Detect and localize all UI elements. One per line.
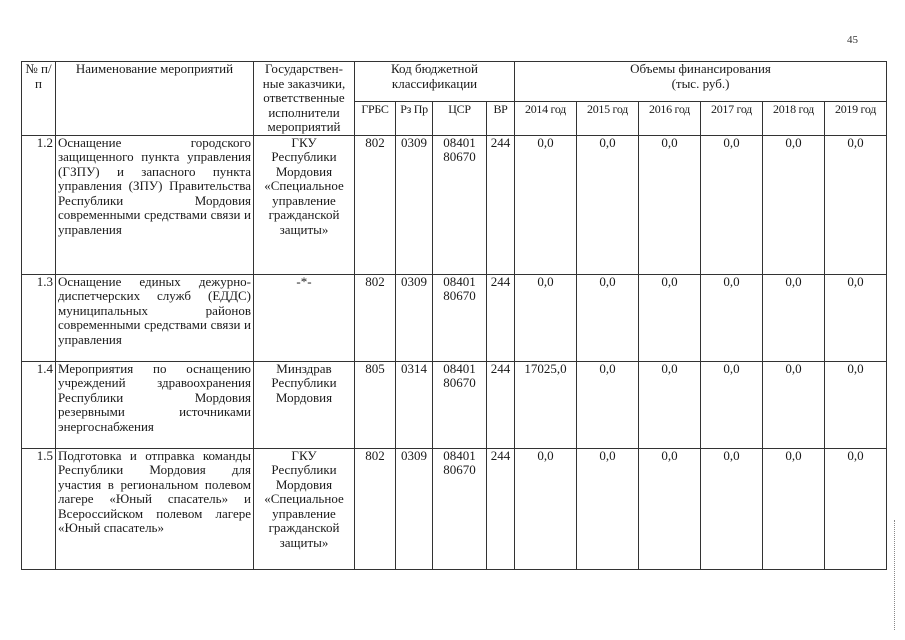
row-executor: -*-	[254, 274, 355, 361]
row-value-2015: 0,0	[577, 448, 639, 569]
header-year-2014: 2014 год	[515, 101, 577, 135]
header-year-2016: 2016 год	[639, 101, 701, 135]
row-value-2016: 0,0	[639, 448, 701, 569]
table-row	[22, 274, 887, 361]
table-row	[22, 361, 887, 448]
row-grbs: 802	[355, 135, 396, 274]
row-value-2014: 0,0	[515, 135, 577, 274]
row-vr: 244	[487, 135, 515, 274]
row-vr: 244	[487, 361, 515, 448]
row-grbs: 805	[355, 361, 396, 448]
row-value-2018: 0,0	[763, 135, 825, 274]
row-executor: Минздрав Республики Мордовия	[254, 361, 355, 448]
row-value-2016: 0,0	[639, 135, 701, 274]
header-year-2019: 2019 год	[825, 101, 887, 135]
row-value-2016: 0,0	[639, 361, 701, 448]
row-vr: 244	[487, 448, 515, 569]
header-year-2017: 2017 год	[701, 101, 763, 135]
row-executor: ГКУ Республики Мордовия «Специальное управление гражданской защиты»	[254, 135, 355, 274]
row-num: 1.2	[22, 135, 56, 274]
row-name: Оснащение городского защищенного пункта управления (ГЗПУ) и запасного пункта управления (ЗПУ) Правительства Республики Мордовия современными средствами связи и управления	[56, 135, 254, 274]
header-vr: ВР	[487, 101, 515, 135]
row-value-2019: 0,0	[825, 361, 887, 448]
row-value-2019: 0,0	[825, 135, 887, 274]
header-grbs: ГРБС	[355, 101, 396, 135]
row-grbs: 802	[355, 448, 396, 569]
row-value-2018: 0,0	[763, 448, 825, 569]
header-code-group: Код бюджетной классификации	[355, 62, 515, 102]
scan-edge-marks	[894, 520, 901, 630]
row-csr: 08401 80670	[433, 274, 487, 361]
row-vr: 244	[487, 274, 515, 361]
header-csr: ЦСР	[433, 101, 487, 135]
row-grbs: 802	[355, 274, 396, 361]
row-rzpr: 0309	[396, 448, 433, 569]
row-num: 1.4	[22, 361, 56, 448]
row-value-2017: 0,0	[701, 361, 763, 448]
row-csr: 08401 80670	[433, 448, 487, 569]
row-num: 1.5	[22, 448, 56, 569]
row-value-2018: 0,0	[763, 274, 825, 361]
row-value-2015: 0,0	[577, 135, 639, 274]
row-name: Подготовка и отправка команды Республики Мордовия для участия в региональном полевом лагере «Юный спасатель» и Всероссийском полевом лагере «Юный спасатель»	[56, 448, 254, 569]
row-value-2019: 0,0	[825, 448, 887, 569]
header-year-2018: 2018 год	[763, 101, 825, 135]
row-name: Оснащение единых дежурно-диспетчерских служб (ЕДДС) муниципальных районов современными средствами связи и управления	[56, 274, 254, 361]
row-value-2018: 0,0	[763, 361, 825, 448]
page-number: 45	[847, 34, 858, 46]
row-rzpr: 0309	[396, 135, 433, 274]
table-header-row	[22, 62, 887, 102]
row-csr: 08401 80670	[433, 361, 487, 448]
row-executor: ГКУ Республики Мордовия «Специальное управление гражданской защиты»	[254, 448, 355, 569]
header-rzpr: Рз Пр	[396, 101, 433, 135]
header-num: № п/п	[22, 62, 56, 136]
row-value-2016: 0,0	[639, 274, 701, 361]
header-executors: Государствен-ные заказчики, ответственные исполнители мероприятий	[254, 62, 355, 136]
row-rzpr: 0309	[396, 274, 433, 361]
budget-table	[21, 61, 887, 570]
row-value-2014: 0,0	[515, 274, 577, 361]
row-rzpr: 0314	[396, 361, 433, 448]
row-value-2014: 17025,0	[515, 361, 577, 448]
row-name: Мероприятия по оснащению учреждений здравоохранения Республики Мордовия резервными источниками энергоснабжения	[56, 361, 254, 448]
row-value-2017: 0,0	[701, 448, 763, 569]
row-num: 1.3	[22, 274, 56, 361]
header-name: Наименование мероприятий	[56, 62, 254, 136]
row-value-2014: 0,0	[515, 448, 577, 569]
row-value-2017: 0,0	[701, 135, 763, 274]
table-row	[22, 448, 887, 569]
row-csr: 08401 80670	[433, 135, 487, 274]
table-row	[22, 135, 887, 274]
row-value-2015: 0,0	[577, 274, 639, 361]
header-year-2015: 2015 год	[577, 101, 639, 135]
row-value-2017: 0,0	[701, 274, 763, 361]
header-finance-group: Объемы финансирования (тыс. руб.)	[515, 62, 887, 102]
row-value-2019: 0,0	[825, 274, 887, 361]
row-value-2015: 0,0	[577, 361, 639, 448]
